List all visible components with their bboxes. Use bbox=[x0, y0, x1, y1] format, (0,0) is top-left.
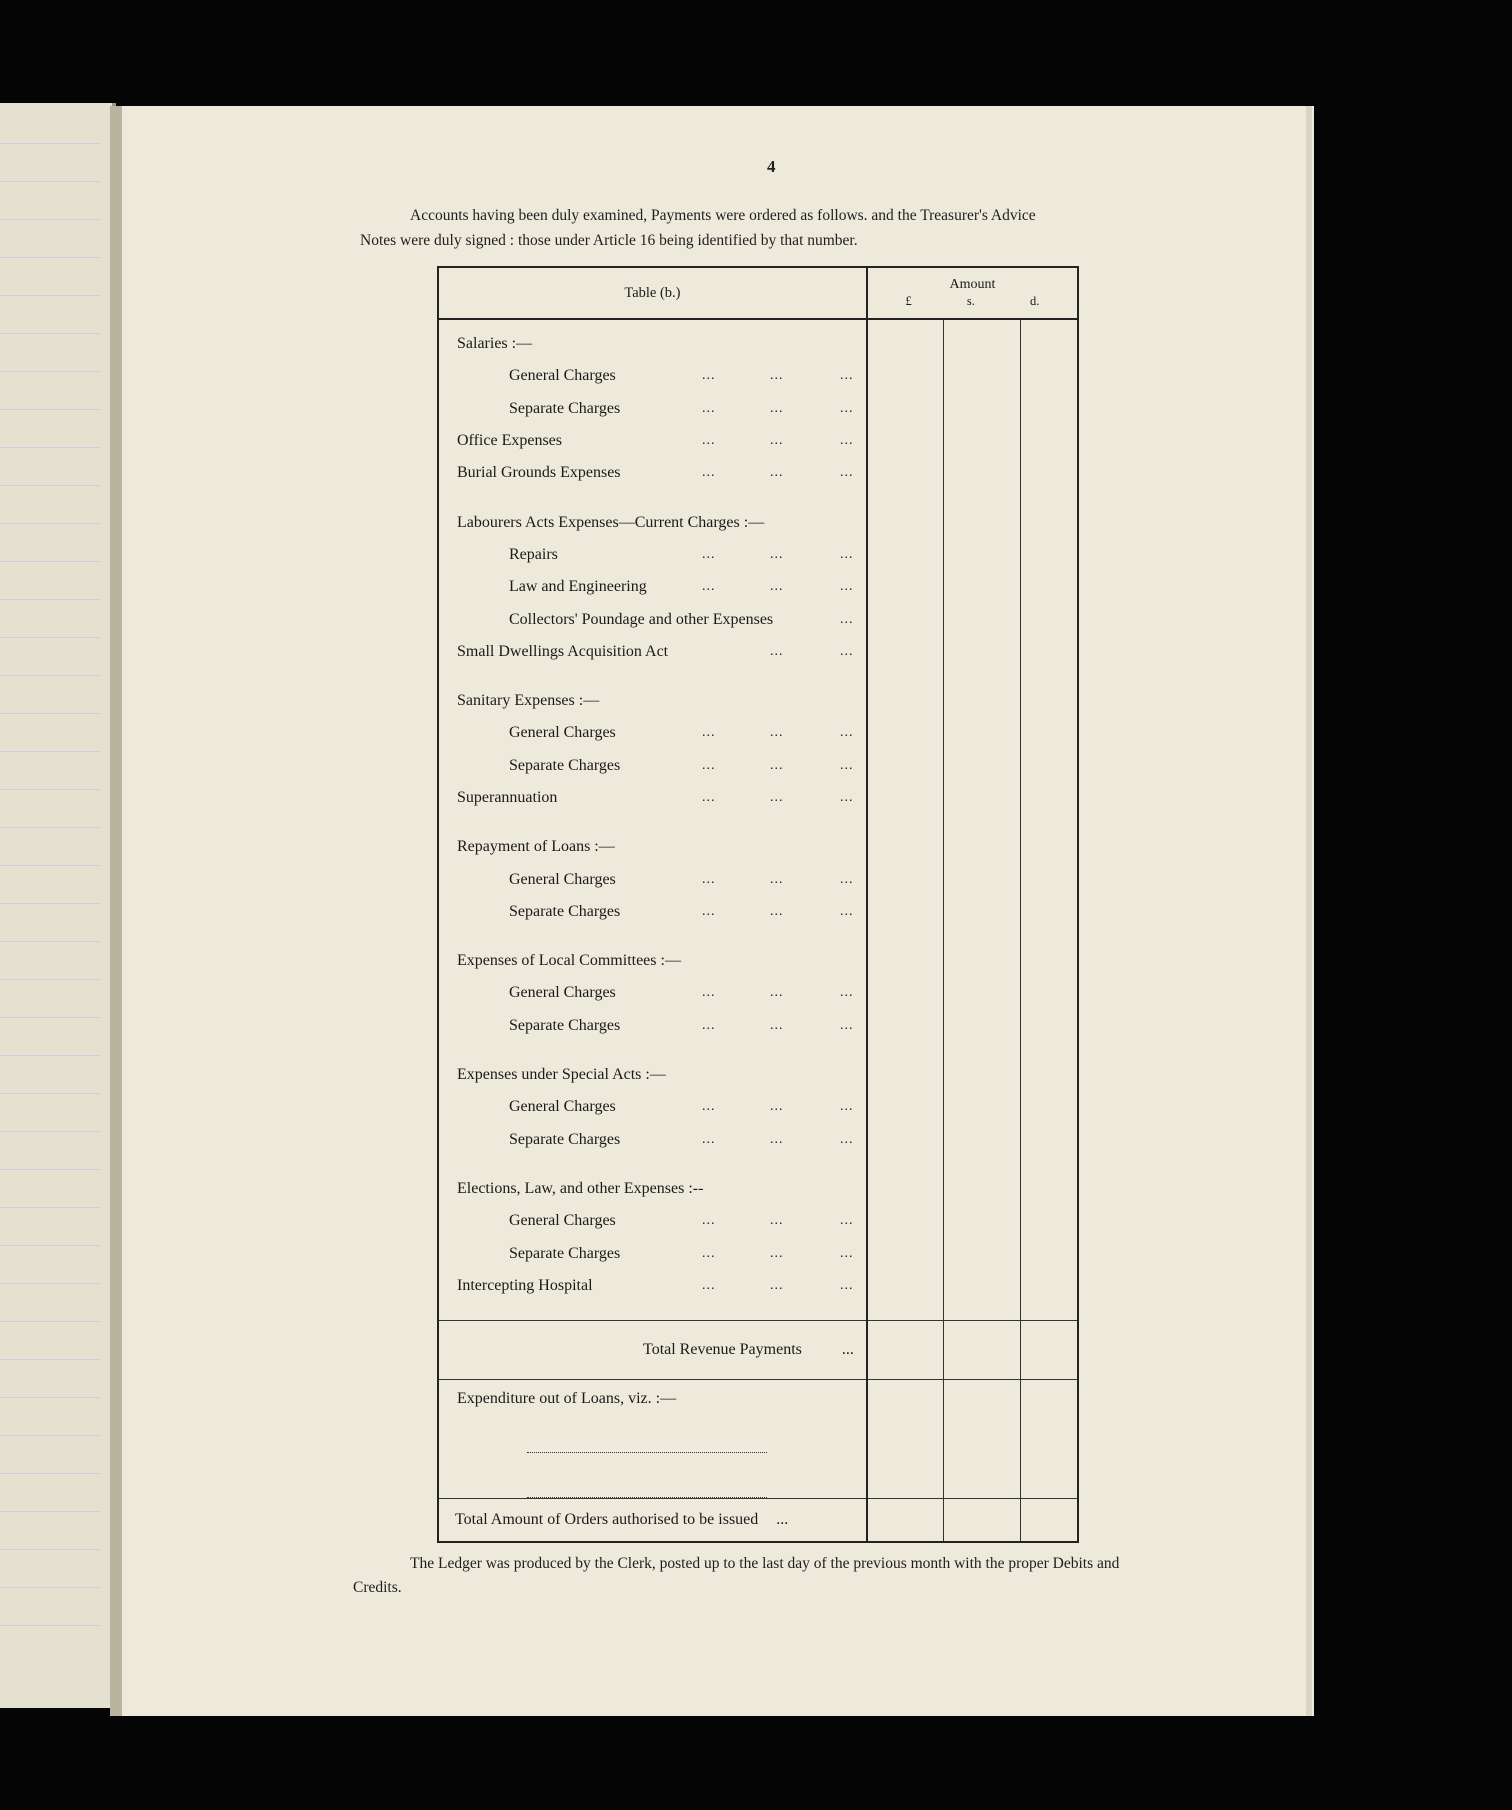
left-page-edge bbox=[0, 103, 116, 1708]
dots: ... bbox=[702, 790, 716, 805]
row-label: Separate Charges bbox=[509, 1016, 621, 1034]
amount-label: Amount bbox=[949, 277, 996, 292]
ruled-line bbox=[0, 599, 100, 600]
dots: ... bbox=[840, 643, 854, 659]
row-label: Intercepting Hospital bbox=[457, 1276, 593, 1294]
page-number: 4 bbox=[767, 157, 776, 176]
dots: ... bbox=[840, 433, 854, 449]
dots: ... bbox=[840, 985, 854, 1001]
dots: ... bbox=[702, 985, 716, 1001]
table-row bbox=[457, 685, 866, 717]
dots: ... bbox=[702, 368, 716, 384]
row-label: Repayment of Loans :— bbox=[457, 838, 615, 856]
dots: ... bbox=[770, 368, 784, 384]
ruled-line bbox=[0, 219, 100, 220]
page-edge bbox=[1306, 106, 1312, 1716]
dots: ... bbox=[770, 1131, 784, 1147]
loan-entry-line-1 bbox=[527, 1442, 767, 1453]
total-revenue-cell bbox=[438, 1321, 867, 1380]
pounds-col-label: £ bbox=[905, 294, 912, 308]
ruled-line bbox=[0, 1169, 100, 1170]
ruled-line bbox=[0, 523, 100, 524]
dots: ... bbox=[840, 546, 854, 562]
dots: ... bbox=[702, 1277, 716, 1293]
dots: ... bbox=[702, 1213, 716, 1229]
ruled-line bbox=[0, 941, 100, 942]
row-label: Separate Charges bbox=[509, 1244, 621, 1262]
dots: ... bbox=[840, 757, 854, 773]
dots: ... bbox=[702, 400, 716, 416]
ruled-line bbox=[0, 1283, 100, 1284]
grand-total-label: Total Amount of Orders authorised to be issued bbox=[455, 1511, 759, 1528]
ruled-line bbox=[0, 143, 100, 144]
row-label: Expenses under Special Acts :— bbox=[457, 1066, 666, 1084]
pence-column bbox=[1020, 319, 1078, 1321]
table-row bbox=[457, 506, 866, 538]
dots: ... bbox=[702, 433, 716, 449]
dots: ... bbox=[840, 903, 854, 919]
row-label: Collectors' Poundage and other Expenses bbox=[509, 610, 774, 628]
row-label: Labourers Acts Expenses—Current Charges :— bbox=[457, 513, 765, 531]
dots: ... bbox=[840, 725, 854, 741]
ruled-line bbox=[0, 257, 100, 258]
row-label: General Charges bbox=[509, 870, 616, 888]
dots: ... bbox=[841, 1341, 854, 1358]
table-row bbox=[457, 863, 866, 895]
dots: ... bbox=[840, 368, 854, 384]
table-row bbox=[457, 945, 866, 977]
dots: ... bbox=[840, 465, 854, 481]
table-row bbox=[457, 636, 866, 668]
intro-line-2: Notes were duly signed : those under Article 16 being identified by that number. bbox=[360, 232, 858, 249]
ruled-line bbox=[0, 295, 100, 296]
total-revenue-pounds bbox=[867, 1321, 944, 1380]
loans-cell bbox=[438, 1380, 867, 1499]
dots: ... bbox=[770, 871, 784, 887]
dots: ... bbox=[840, 1099, 854, 1115]
grand-total-pence bbox=[1020, 1499, 1078, 1543]
dots: ... bbox=[840, 1017, 854, 1033]
table-row bbox=[457, 571, 866, 603]
table-row bbox=[457, 782, 866, 814]
row-label: Office Expenses bbox=[457, 432, 562, 450]
dots: ... bbox=[702, 579, 716, 595]
dots: ... bbox=[702, 871, 716, 887]
ruled-line bbox=[0, 751, 100, 752]
ruled-line bbox=[0, 865, 100, 866]
row-label: Law and Engineering bbox=[509, 578, 647, 596]
ruled-line bbox=[0, 1321, 100, 1322]
row-label: General Charges bbox=[509, 1212, 616, 1230]
ruled-line bbox=[0, 1435, 100, 1436]
pounds-column bbox=[867, 319, 944, 1321]
ruled-line bbox=[0, 637, 100, 638]
dots: ... bbox=[702, 1017, 716, 1033]
table-row bbox=[457, 360, 866, 392]
dots: ... bbox=[702, 903, 716, 919]
row-label: General Charges bbox=[509, 724, 616, 742]
total-revenue-label: Total Revenue Payments bbox=[643, 1341, 802, 1358]
row-label: Sanitary Expenses :— bbox=[457, 692, 600, 710]
ruled-line bbox=[0, 1207, 100, 1208]
ruled-line bbox=[0, 1245, 100, 1246]
ruled-line bbox=[0, 1017, 100, 1018]
ruled-line bbox=[0, 371, 100, 372]
dots: ... bbox=[840, 1245, 854, 1261]
ruled-line bbox=[0, 1549, 100, 1550]
table-row bbox=[457, 393, 866, 425]
table-row bbox=[457, 896, 866, 928]
row-label: Elections, Law, and other Expenses :-- bbox=[457, 1179, 704, 1197]
payments-table bbox=[437, 266, 1079, 1543]
dots: ... bbox=[840, 871, 854, 887]
ruled-line bbox=[0, 1511, 100, 1512]
table-title: Table (b.) bbox=[438, 267, 867, 319]
dots: ... bbox=[770, 725, 784, 741]
dots: ... bbox=[840, 1213, 854, 1229]
dots: ... bbox=[840, 400, 854, 416]
ruled-line bbox=[0, 1587, 100, 1588]
dots: ... bbox=[770, 546, 784, 562]
dots: ... bbox=[770, 1017, 784, 1033]
row-label: General Charges bbox=[509, 984, 616, 1002]
ruled-line bbox=[0, 903, 100, 904]
ruled-line bbox=[0, 485, 100, 486]
ruled-line bbox=[0, 1397, 100, 1398]
dots: ... bbox=[770, 985, 784, 1001]
dots: ... bbox=[840, 790, 854, 805]
table-row bbox=[457, 457, 866, 489]
dots: ... bbox=[702, 1099, 716, 1115]
ruled-line bbox=[0, 675, 100, 676]
loans-pence bbox=[1020, 1380, 1078, 1499]
ruled-line bbox=[0, 713, 100, 714]
grand-total-cell bbox=[438, 1499, 867, 1543]
row-label: Expenses of Local Committees :— bbox=[457, 952, 681, 970]
table-row bbox=[457, 1091, 866, 1123]
dots: ... bbox=[702, 1131, 716, 1147]
grand-total-shillings bbox=[944, 1499, 1020, 1543]
ruled-line bbox=[0, 181, 100, 182]
dots: ... bbox=[770, 1099, 784, 1115]
dots: ... bbox=[702, 1245, 716, 1261]
ruled-line bbox=[0, 1131, 100, 1132]
table-row bbox=[457, 1205, 866, 1237]
dots: ... bbox=[770, 433, 784, 449]
ruled-line bbox=[0, 333, 100, 334]
row-label: General Charges bbox=[509, 367, 616, 385]
shillings-column bbox=[944, 319, 1020, 1321]
table-row bbox=[457, 717, 866, 749]
ruled-line bbox=[0, 1093, 100, 1094]
row-label: General Charges bbox=[509, 1098, 616, 1116]
row-label: Separate Charges bbox=[509, 902, 621, 920]
dots: ... bbox=[840, 1277, 854, 1293]
total-revenue-shillings bbox=[944, 1321, 1020, 1380]
dots: ... bbox=[770, 790, 784, 805]
ruled-line bbox=[0, 1359, 100, 1360]
ruled-line bbox=[0, 1055, 100, 1056]
row-label: Small Dwellings Acquisition Act bbox=[457, 642, 669, 660]
row-label: Separate Charges bbox=[509, 1130, 621, 1148]
intro-line-1: Accounts having been duly examined, Payments were ordered as follows. and the Treasurer's Advice bbox=[410, 207, 1036, 224]
ruled-line bbox=[0, 447, 100, 448]
table-row bbox=[457, 1010, 866, 1042]
dots: ... bbox=[770, 757, 784, 773]
dots: ... bbox=[702, 757, 716, 773]
table-row bbox=[457, 1059, 866, 1091]
row-label: Salaries :— bbox=[457, 335, 533, 353]
dots: ... bbox=[840, 1131, 854, 1147]
dots: ... bbox=[702, 725, 716, 741]
ruled-line bbox=[0, 827, 100, 828]
dots: ... bbox=[776, 1511, 789, 1528]
dots: ... bbox=[702, 546, 716, 562]
row-label: Burial Grounds Expenses bbox=[457, 464, 621, 482]
dots: ... bbox=[770, 643, 784, 659]
ruled-line bbox=[0, 979, 100, 980]
ruled-line bbox=[0, 789, 100, 790]
dots: ... bbox=[770, 903, 784, 919]
table-row bbox=[457, 1124, 866, 1156]
table-row bbox=[457, 1173, 866, 1205]
table-row bbox=[457, 539, 866, 571]
closing-paragraph: The Ledger was produced by the Clerk, posted up to the last day of the previous month with the proper Debits and Credits. bbox=[353, 1555, 1120, 1596]
grand-total-pounds bbox=[867, 1499, 944, 1543]
dots: ... bbox=[770, 1213, 784, 1229]
dots: ... bbox=[840, 611, 854, 627]
loans-pounds bbox=[867, 1380, 944, 1499]
loans-heading: Expenditure out of Loans, viz. :— bbox=[457, 1390, 677, 1407]
dots: ... bbox=[770, 400, 784, 416]
pence-col-label: d. bbox=[1030, 294, 1040, 308]
table-row bbox=[457, 328, 866, 360]
table-row bbox=[457, 831, 866, 863]
dots: ... bbox=[770, 1277, 784, 1293]
row-label: Repairs bbox=[509, 545, 558, 563]
total-revenue-pence bbox=[1020, 1321, 1078, 1380]
intro-paragraph bbox=[360, 203, 1160, 253]
dots: ... bbox=[702, 465, 716, 481]
table-row bbox=[457, 750, 866, 782]
amount-header bbox=[867, 267, 1078, 319]
table-row bbox=[457, 1237, 866, 1269]
table-row bbox=[457, 425, 866, 457]
dots: ... bbox=[770, 465, 784, 481]
ruled-line bbox=[0, 1473, 100, 1474]
dots: ... bbox=[840, 579, 854, 595]
ruled-line bbox=[0, 1625, 100, 1626]
table-row bbox=[457, 1270, 866, 1302]
ruled-line bbox=[0, 561, 100, 562]
row-label: Separate Charges bbox=[509, 399, 621, 417]
table-row bbox=[457, 977, 866, 1009]
loan-entry-line-2 bbox=[527, 1487, 767, 1498]
table-row bbox=[457, 603, 866, 635]
row-label: Separate Charges bbox=[509, 756, 621, 774]
dots: ... bbox=[770, 579, 784, 595]
ruled-line bbox=[0, 409, 100, 410]
items-column bbox=[438, 319, 867, 1321]
dots: ... bbox=[770, 1245, 784, 1261]
loans-shillings bbox=[944, 1380, 1020, 1499]
row-label: Superannuation bbox=[457, 789, 558, 806]
shillings-col-label: s. bbox=[966, 294, 975, 308]
